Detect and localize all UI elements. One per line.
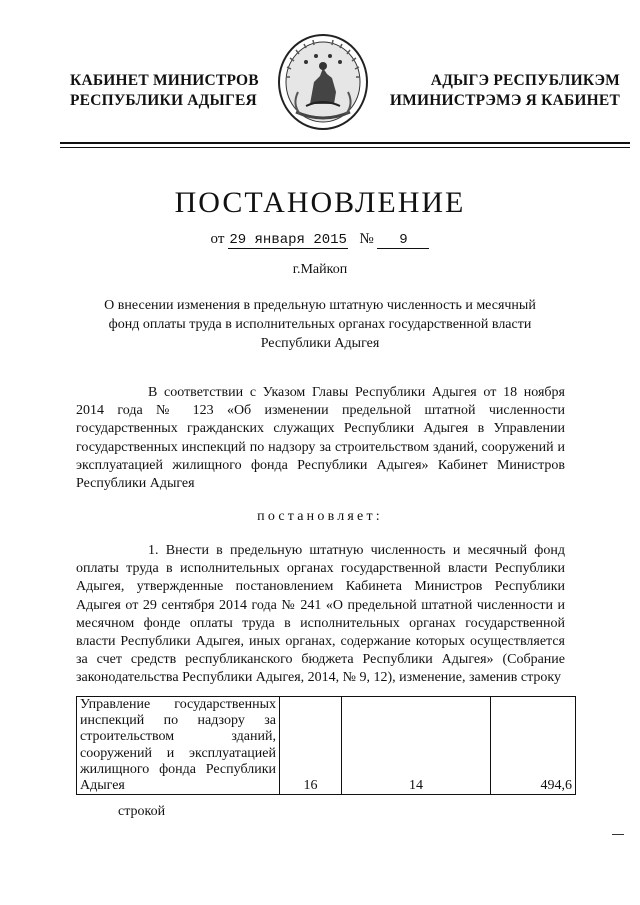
table-row [77,697,576,795]
header-rule-thick [60,142,630,144]
preamble-paragraph: В соответствии с Указом Главы Республики Адыгея от 18 ноября 2014 года № 123 «Об изменении предельной штатной численности государственных гражданских служащих Республики Адыгея в Управлении государственных инспекций по надзору за строительством зданий, сооружений и эксплуатацией жилищного фонда Республики Адыгея» Кабинет Министров Республики Адыгея [76,385,565,492]
issuer-line-2: РЕСПУБЛИКИ АДЫГЕЯ [70,92,257,109]
header-rule-thin [60,147,630,148]
table-cell-col4: 494,6 [491,697,576,795]
document-title: ПОСТАНОВЛЕНИЕ [174,186,466,219]
issuer-line-1: КАБИНЕТ МИНИСТРОВ [70,72,259,89]
table-cell-agency: Управление государственных инспекций по надзору за строительством зданий, сооружений и эксплуатацией жилищного фонда Республики Адыгея [77,697,280,795]
date-number-line [0,231,640,249]
issuer-name-russian [70,71,270,111]
clause-1-paragraph: 1. Внести в предельную штатную численность и месячный фонд оплаты труда в исполнительных органах государственной власти Республики Адыгея, утвержденные постановлением Кабинета Министров Республики Адыгея от 29 сентября 2014 года № 241 «О предельной штатной численности и месячном фонде оплаты труда в исполнительных органах государственной власти Республики Адыгея, иных органах, содержание которых осуществляется за счет средств республиканского бюджета Республики Адыгея» (Собрание законодательства Республики Адыгея, 2014, № 9, 12), изменение, заменив строку [76,543,565,686]
document-number: 9 [377,233,429,249]
issuer-line-1-adyghe: АДЫГЭ РЕСПУБЛИКЭМ [430,72,620,89]
issue-city: г.Майкоп [292,262,348,277]
adygea-coat-of-arms-icon [276,32,370,132]
resolve-word: постановляет: [257,509,383,524]
subject-line-1: О внесении изменения в предельную штатную численность и месячный [104,298,536,313]
number-label: № [359,231,374,247]
margin-dash [612,834,624,835]
issuer-line-2-adyghe: ИМИНИСТРЭМЭ Я КАБИНЕТ [389,92,620,109]
staffing-table [76,696,576,795]
table-cell-col2: 16 [280,697,342,795]
subject-line-2: фонд оплаты труда в исполнительных органах государственной власти [108,317,532,332]
issuer-name-adyghe [380,71,620,111]
document-subject [70,296,570,353]
document-date: 29 января 2015 [229,232,347,248]
subject-line-3: Республики Адыгея [260,336,380,351]
after-table-text: строкой [118,804,166,819]
date-from-label: от [210,231,225,247]
table-cell-col3: 14 [342,697,491,795]
